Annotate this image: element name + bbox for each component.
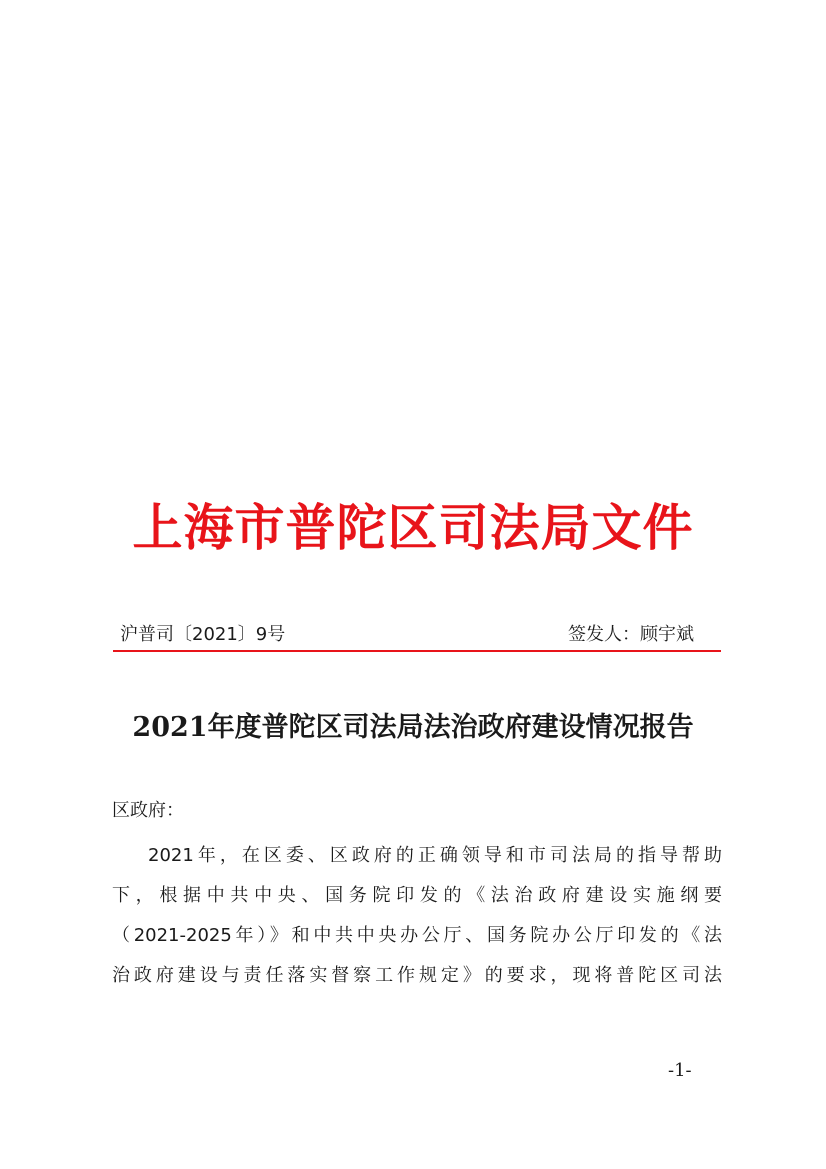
body-line: （2021-2025年）》和中共中央办公厅、国务院办公厅印发的《法 xyxy=(112,925,722,946)
issuing-authority-header: 上海市普陀区司法局文件 xyxy=(132,498,694,557)
document-meta-row xyxy=(120,620,694,646)
body-line: 下，根据中共中央、国务院印发的《法治政府建设实施纲要 xyxy=(112,885,722,906)
report-title: 2021年度普陀区司法局法治政府建设情况报告 xyxy=(132,712,694,743)
issuer-signatory: 签发人：顾宇斌 xyxy=(568,624,694,645)
body-line: 2021年，在区委、区政府的正确领导和市司法局的指导帮助 xyxy=(148,845,722,866)
document-number: 沪普司〔2021〕9号 xyxy=(120,624,286,645)
body-line: 治政府建设与责任落实督察工作规定》的要求，现将普陀区司法 xyxy=(112,965,722,986)
body-paragraph xyxy=(112,836,722,996)
salutation: 区政府： xyxy=(112,800,184,821)
red-separator-line xyxy=(113,650,721,652)
page-number: -1- xyxy=(668,1060,692,1081)
